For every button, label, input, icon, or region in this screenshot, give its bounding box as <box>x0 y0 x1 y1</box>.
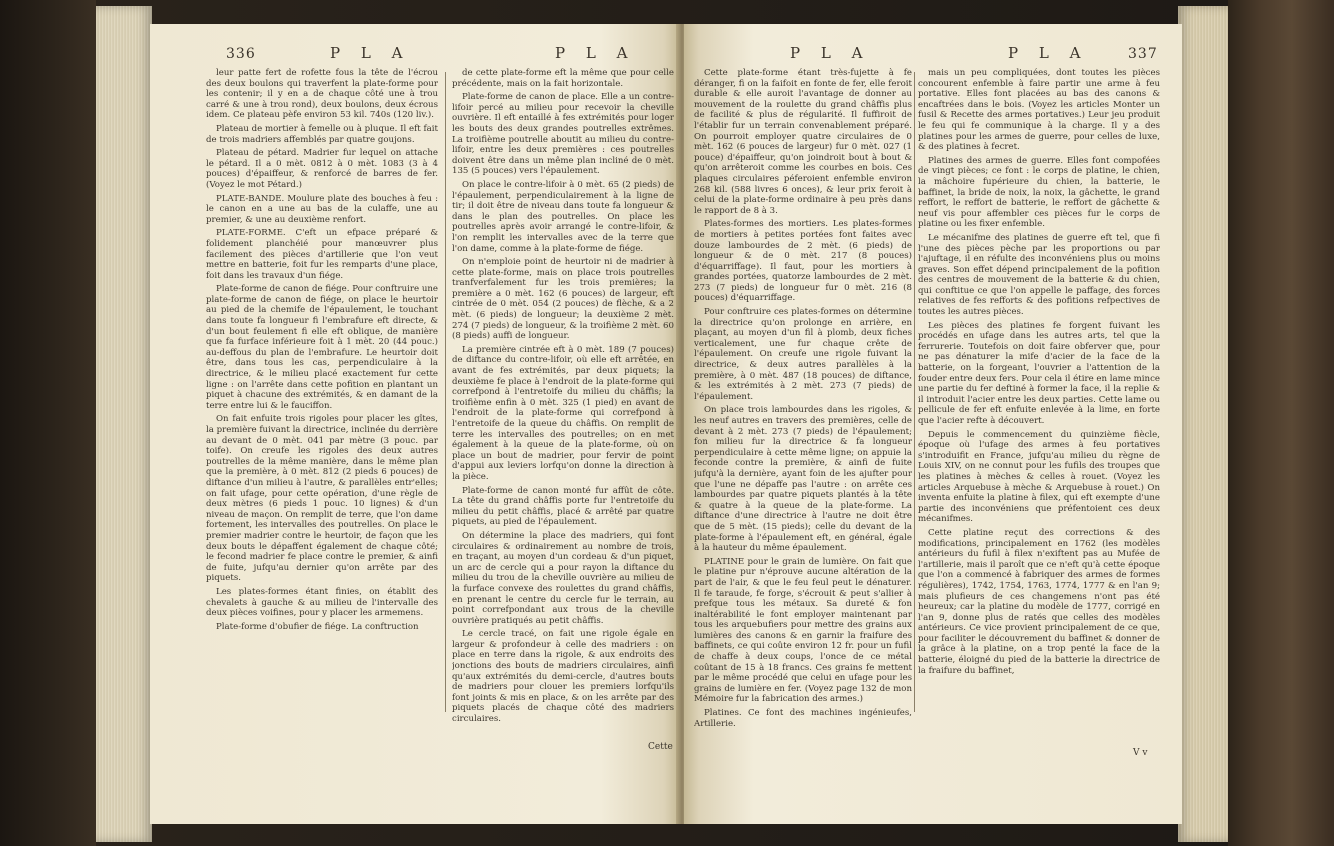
paragraph: Plate-forme de canon de place. Elle a un contre-lifoir percé au milieu pour recevoir la cheville ouvrière. Il eft entaillé à fes extrémités pour loger les bouts des deux grandes poutrelles extrêmes. La troifième poutrelle aboutit au milieu du contre-lifoir, entre les deux premières : ces poutrelles doivent être dans un même plan incliné de 0 mèt. 135 (5 pouces) vers l'épaulement. <box>452 92 674 177</box>
paragraph: Platines. Ce font des machines ingénieufes, Artillerie. <box>694 708 912 729</box>
left-running-head-col2: P L A <box>555 44 636 62</box>
right-running-head-col1: P L A <box>790 44 871 62</box>
paragraph: mais un peu compliquées, dont toutes les pièces concourent enfemble à faire partir une arme à feu portative. Elles font placées au bas des canons & encaftrées dans le bois. (Voyez les articles Monter un fusil & Recette des armes portatives.) Leur jeu produit le feu qui fe communique à la charge. Il y a des platines pour les armes de guerre, pour celles de luxe, & des platines à fecret. <box>918 68 1160 153</box>
page-edges-right <box>1178 6 1228 842</box>
paragraph: Platines des armes de guerre. Elles font compofées de vingt pièces; ce font : le corps de platine, le chien, la mâchoire fupérieure du chien, la batterie, le baffinet, la bride de noix, la noix, la gâchette, le grand reffort, le reffort de batterie, le reffort de gâchette & neuf vis pour affembler ces pièces fur le corps de platine ou les fixer enfemble. <box>918 155 1160 230</box>
left-column-1 <box>206 68 438 720</box>
left-running-head-col1: P L A <box>330 44 411 62</box>
paragraph: de cette plate-forme eft la même que pour celle précédente, mais on la fait horizontale. <box>452 68 674 89</box>
paragraph: Les plates-formes étant finies, on établit des chevalets à gauche & au milieu de l'intervalle des deux pièces voifines, pour y placer les armemens. <box>206 586 438 619</box>
right-page-number: 337 <box>1128 46 1158 62</box>
paragraph: On détermine la place des madriers, qui font circulaires & ordinairement au nombre de trois, en traçant, au moyen d'un cordeau & d'un piquet, un arc de cercle qui a pour rayon la diftance du milieu du trou de la cheville ouvrière au milieu de la furface convexe des roulettes du grand châffis, en prenant le centre du cercle fur le terrain, au point correfpondant aux trous de la cheville ouvrière pratiqués au petit châffis. <box>452 530 674 626</box>
paragraph: PLATINE pour le grain de lumière. On fait que le platine pur n'éprouve aucune altération de la part de l'air, & que le feu feul peut le dénaturer. Il fe taraude, fe forge, s'écrouit & peut s'allier à prefque tous les métaux. Sa dureté & fon inaltérabilité le font employer maintenant par tous les arquebufiers pour mettre des grains aux lumières des canons & en garnir la fraifure des baffinets, ce qui coûte environ 12 fr. pour un fufil de chaffe à deux coups, l'once de ce métal coûtant de 15 à 18 francs. Ces grains fe mettent par le même procédé que celui en ufage pour les grains de lumière en fer. (Voyez page 132 de mon Mémoire fur la fabrication des armes.) <box>694 556 912 705</box>
paragraph: Les pièces des platines fe forgent fuivant les procédés en ufage dans les autres arts, tel que la ferrurerie. Toutefois on doit faire obferver que, pour ne pas dénaturer la mife d'acier de la face de la batterie, on la forgeant, l'ouvrier a l'attention de la fouder entre deux fers. Pour cela il étire en lame mince une partie du fer deftiné à former la face, il la replie & il introduit l'acier entre les deux parties. Cette lame ou pellicule de fer eft enfuite enlevée à la lime, en forte que l'acier refte à découvert. <box>918 320 1160 426</box>
paragraph: On place le contre-lifoir à 0 mèt. 65 (2 pieds) de l'épaulement, perpendiculairement à la ligne de tir; il doit être de niveau dans toute fa longueur & dans le plan des poutrelles. On place les poutrelles après avoir arrangé le contre-lifoir, & l'on remplit les intervalles avec de la terre que l'on dame, comme à la plate-forme de fiége. <box>452 179 674 254</box>
paragraph: PLATE-FORME. C'eft un efpace préparé & folidement planchéié pour manœuvrer plus facilement des pièces d'artillerie que l'on veut mettre en batterie, foit fur les remparts d'une place, foit dans les travaux d'un fiége. <box>206 228 438 281</box>
paragraph: Cette platine reçut des corrections & des modifications, principalement en 1762 (les modèles antérieurs du fufil à filex n'exiftent pas au Mufée de l'artillerie, mais il paroît que ce n'eft qu'à cette époque que l'on a commencé à fabriquer des armes de formes régulières), 1742, 1754, 1763, 1774, 1777 & en l'an 9; mais plufieurs de ces changemens n'ont pas été heureux; car la platine du modèle de 1777, corrigé en l'an 9, donne plus de ratés que celles des modèles antérieurs. Ce vice provient principalement de ce que, pour faciliter le découvrement du baffinet & donner de la grâce à la platine, on a trop penté la face de la batterie, éloigné du pied de la batterie la directrice de la fraifure du baffinet, <box>918 527 1160 676</box>
paragraph: Plate-forme de canon monté fur affût de côte. La tête du grand châffis porte fur l'entretoife du milieu du petit châffis, placé & arrêté par quatre piquets, au pied de l'épaulement. <box>452 485 674 528</box>
paragraph: La première cintrée eft à 0 mèt. 189 (7 pouces) de diftance du contre-lifoir, où elle eft arrêtée, en avant de fes extrémités, par deux piquets; la deuxième fe place à l'endroit de la plate-forme qui correfpond à l'entretoife du milieu du châffis; la troifième enfin à 0 mèt. 325 (1 pied) en avant de l'endroit de la plate-forme qui correfpond à l'entretoife de la queue du châffis. On remplit de terre les intervalles des poutrelles; on en met également à la queue de la plate-forme, où on place un bout de madrier, pour fervir de point d'appui aux leviers lorfqu'on donne la direction à la pièce. <box>452 344 674 482</box>
page-edges-left <box>96 6 152 842</box>
column-rule <box>914 72 915 712</box>
paragraph: Plateau de mortier à femelle ou à pluque. Il eft fait de trois madriers affemblés par quatre goujons. <box>206 123 438 145</box>
book-cover-left <box>0 0 96 846</box>
paragraph: Plates-formes des mortiers. Les plates-formes de mortiers à petites portées font faites avec douze lambourdes de 2 mèt. (6 pieds) de longueur & de 0 mèt. 217 (8 pouces) d'équarriffage). Il faut, pour les mortiers à grandes portées, quatorze lambourdes de 2 mèt. 273 (7 pieds) de longueur fur 0 mèt. 216 (8 pouces) d'équarriffage. <box>694 219 912 304</box>
paragraph: PLATE-BANDE. Moulure plate des bouches à feu : le canon en a une au bas de la culaffe, une au premier, & une au deuxième renfort. <box>206 193 438 225</box>
paragraph: Cette plate-forme étant très-fujette à fe déranger, fi on la faifoit en fonte de fer, elle feroit durable & elle auroit l'avantage de donner au mouvement de la roulette du grand châffis plus de facilité & plus de régularité. Il fuffiroit de l'établir fur un terrain convenablement préparé. On pourroit employer quatre circulaires de 0 mèt. 162 (6 pouces de largeur) fur 0 mèt. 027 (1 pouce) d'épaiffeur, qu'on joindroit bout à bout & qu'on arrêteroit comme les courbes en bois. Ces plaques circulaires péferoient enfemble environ 268 kil. (588 livres 6 onces), & leur prix feroit à celui de la plate-forme ordinaire à peu près dans le rapport de 8 à 3. <box>694 68 912 216</box>
paragraph: On n'emploie point de heurtoir ni de madrier à cette plate-forme, mais on place trois poutrelles tranfverfalement fur les trois premières; la première a 0 mèt. 162 (6 pouces) de largeur, eft cintrée de 0 mèt. 054 (2 pouces) de flèche, & a 2 mèt. (6 pieds) de longueur; la deuxième 2 mèt. 274 (7 pieds) de longueur, & la troifième 2 mèt. 60 (8 pieds) auffi de longueur. <box>452 257 674 342</box>
paragraph: On fait enfuite trois rigoles pour placer les gîtes, la première fuivant la directrice, inclinée du derrière au devant de 0 mèt. 041 par mètre (3 pouc. par toife). On creufe les rigoles des deux autres poutrelles de la même manière, dans le même plan que la première, à 0 mèt. 812 (2 pieds 6 pouces) de diftance d'un milieu à l'autre, & parallèles entr'elles; on fait ufage, pour cette opération, d'une règle de deux mètres (6 pieds 1 pouc. 10 lignes) & d'un niveau de maçon. On remplit de terre, que l'on dame fortement, les intervalles des poutrelles. On place le premier madrier contre le heurtoir, de façon que les deux bouts le dépaffent également de chaque côté; le fecond madrier fe place contre le premier, & ainfi de fuite, jufqu'au dernier qu'on arrête par des piquets. <box>206 414 438 584</box>
paragraph: Plate-forme de canon de fiége. Pour conftruire une plate-forme de canon de fiége, on place le heurtoir au pied de la chemife de l'épaulement, le touchant dans toute fa longueur fi l'embrafure eft directe, & d'un bout feulement fi elle eft oblique, de manière que fa furface inférieure foit à 1 mèt. 20 (44 pouc.) au-deffous du plan de l'embrafure. Le heurtoir doit être, dans tous les cas, perpendiculaire à la directrice, & le milieu placé exactement fur cette ligne : on l'arrête dans cette pofition en plantant un piquet à chacune des extrémités, & en damant de la terre entre lui & le fauciffon. <box>206 284 438 411</box>
paragraph: On place trois lambourdes dans les rigoles, & les neuf autres en travers des premières, celle de devant à 2 mèt. 273 (7 pieds) de l'épaulement; fon milieu fur la directrice & fa longueur perpendiculaire à cette même ligne; on appuie la feconde contre la première, & ainfi de fuite jufqu'à la dernière, ayant foin de les ajufter pour que l'une ne dépaffe pas l'autre : on arrête ces lambourdes par quatre piquets plantés à la tête & quatre à la queue de la plate-forme. La diftance d'une directrice à l'autre ne doit être que de 5 mèt. (15 pieds); celle du devant de la plate-forme à l'épaulement eft, en général, égale à la hauteur du même épaulement. <box>694 405 912 554</box>
column-rule <box>445 72 446 712</box>
left-page-number: 336 <box>226 46 256 62</box>
paragraph: Plate-forme d'obufier de fiége. La conftruction <box>216 621 419 632</box>
paragraph: leur patte fert de rofette fous la tête de l'écrou des deux boulons qui traverfent la plate-forme pour les contenir; il y en a de chaque côté une à trou carré & une à trou rond), deux boulons, deux écrous idem. Ce plateau pèfe environ 53 kil. 740s (120 liv.). <box>206 68 438 121</box>
catchword: Cette <box>648 742 673 752</box>
left-column-2 <box>452 68 674 728</box>
paragraph: Plateau de pétard. Madrier fur lequel on attache le pétard. Il a 0 mèt. 0812 à 0 mèt. 1083 (3 à 4 pouces) d'épaiffeur, & renforcé de barres de fer. (Voyez le mot Pétard.) <box>206 148 438 190</box>
paragraph: Depuis le commencement du quinzième fiècle, époque où l'ufage des armes à feu portatives s'introduifit en France, jufqu'au milieu du règne de Louis XIV, on ne connut pour les fufils des troupes que les platines à mèches & celles à rouet. (Voyez les articles Arquebuse à mèche & Arquebuse à rouet.) On inventa enfuite la platine à filex, qui eft exempte d'une partie des inconvéniens que préfentoient ces deux mécanifmes. <box>918 429 1160 525</box>
paragraph: Le cercle tracé, on fait une rigole égale en largeur & profondeur à celle des madriers : on place en terre dans la rigole, & aux endroits des jonctions des bouts de madriers circulaires, ainfi qu'aux extrémités du demi-cercle, d'autres bouts de madriers pour clouer les premiers lorfqu'ils font joints & mis en place, & on les arrête par des piquets placés de chaque côté des madriers circulaires. <box>452 629 674 725</box>
right-column-1 <box>694 68 912 744</box>
paragraph: Pour conftruire ces plates-formes on détermine la directrice qu'on prolonge en arrière, en plaçant, au moyen d'un fil à plomb, deux fiches verticalement, une fur chaque crête de l'épaulement. On creufe une rigole fuivant la directrice, & deux autres parallèles à la première, à 0 mèt. 487 (18 pouces) de diftance, & les extrémités à 2 mèt. 273 (7 pieds) de l'épaulement. <box>694 307 912 402</box>
book-cover-right <box>1228 0 1334 846</box>
paragraph: Le mécanifme des platines de guerre eft tel, que fi l'une des pièces pèche par les proportions ou par l'ajuftage, il en réfulte des inconvéniens plus ou moins graves. Son effet dépend principalement de la pofition des centres de mouvement de la batterie & du chien, qui conftitue ce que l'on appelle le paffage, des forces relatives de fes refforts & des pofitions refpectives de toutes les autres pièces. <box>918 232 1160 318</box>
signature-mark: V v <box>1133 748 1148 758</box>
right-column-2 <box>918 68 1160 730</box>
right-running-head-col2: P L A <box>1008 44 1089 62</box>
